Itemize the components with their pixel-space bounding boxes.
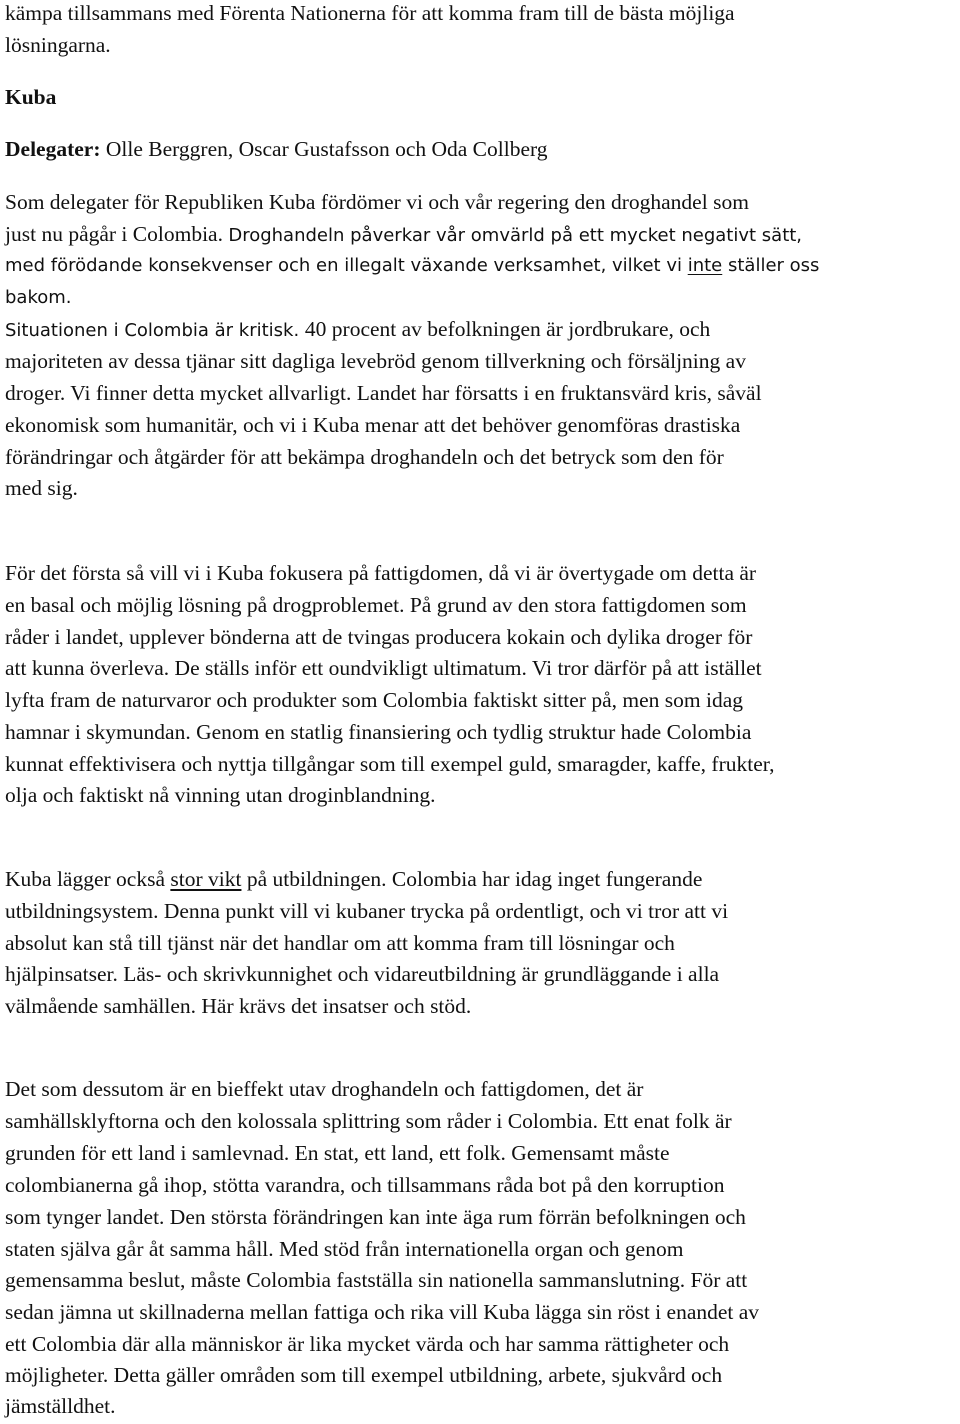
paragraph-4-line: jämställdhet. xyxy=(5,1394,116,1418)
paragraph-3-line: absolut kan stå till tjänst när det handlar om att komma fram till lösningar och xyxy=(5,931,675,955)
paragraph-3-line: hjälpinsatser. Läs- och skrivkunnighet och vidareutbildning är grundläggande i alla xyxy=(5,962,720,986)
paragraph-2-line: en basal och möjlig lösning på drogproblemet. På grund av den stora fattigdomen som xyxy=(5,593,747,617)
delegates-label: Delegater: xyxy=(5,137,101,161)
paragraph-2-line: att kunna överleva. De ställs inför ett oundvikligt ultimatum. Vi tror därför på att istället xyxy=(5,656,762,680)
paragraph-4-line: Det som dessutom är en bieffekt utav droghandeln och fattigdomen, det är xyxy=(5,1077,644,1101)
paragraph-1-line: droger. Vi finner detta mycket allvarligt. Landet har försatts i en fruktansvärd kris, såväl xyxy=(5,381,762,405)
paragraph-2-line: råder i landet, upplever bönderna att de tvingas producera kokain och dylika droger för xyxy=(5,625,753,649)
paragraph-1-line: majoriteten av dessa tjänar sitt dagliga levebröd genom tillverkning och försäljning av xyxy=(5,349,746,373)
paragraph-4-line: gemensamma beslut, måste Colombia fastställa sin nationella sammanslutning. För att xyxy=(5,1268,748,1292)
delegates-line xyxy=(5,133,548,165)
paragraph-4-line: staten själva går åt samma håll. Med stöd från internationella organ och genom xyxy=(5,1237,684,1261)
paragraph-1-line: Som delegater för Republiken Kuba fördömer vi och vår regering den droghandel som xyxy=(5,190,749,214)
paragraph-1-line: just nu pågår i Colombia. Droghandeln påverkar vår omvärld på ett mycket negativt sätt, xyxy=(5,222,803,246)
country-heading: Kuba xyxy=(5,85,57,109)
paragraph-2-line: hamnar i skymundan. Genom en statlig finansiering och tydlig struktur hade Colombia xyxy=(5,720,752,744)
paragraph-3-line: utbildningsystem. Denna punkt vill vi kubaner trycka på ordentligt, och vi tror att vi xyxy=(5,899,729,923)
paragraph-3-line: välmående samhällen. Här krävs det insatser och stöd. xyxy=(5,994,472,1018)
paragraph-4-line: grunden för ett land i samlevnad. En stat, ett land, ett folk. Gemensamt måste xyxy=(5,1141,670,1165)
paragraph-1-line: Situationen i Colombia är kritisk. 40 procent av befolkningen är jordbrukare, och xyxy=(5,317,711,341)
paragraph-2-line: kunnat effektivisera och nyttja tillgångar som till exempel guld, smaragder, kaffe, frukter, xyxy=(5,752,775,776)
paragraph-2-line: För det första så vill vi i Kuba fokusera på fattigdomen, då vi är övertygade om detta är xyxy=(5,561,757,585)
paragraph-4-line: som tynger landet. Den största förändringen kan inte äga rum förrän befolkningen och xyxy=(5,1205,746,1229)
intro-line: kämpa tillsammans med Förenta Nationerna för att komma fram till de bästa möjliga xyxy=(5,1,735,25)
paragraph-1-line: med förödande konsekvenser och en illegalt växande verksamhet, vilket vi inte ställer oss xyxy=(5,255,820,276)
paragraph-4-line: ett Colombia där alla människor är lika mycket värda och har samma rättigheter och xyxy=(5,1332,730,1356)
paragraph-1-line: bakom. xyxy=(5,287,72,308)
paragraph-4-line: colombianerna gå ihop, stötta varandra, och tillsammans råda bot på den korruption xyxy=(5,1173,725,1197)
paragraph-1-line: ekonomisk som humanitär, och vi i Kuba menar att det behöver genomföras drastiska xyxy=(5,413,741,437)
paragraph-1-line: med sig. xyxy=(5,476,78,500)
delegates-names: Olle Berggren, Oscar Gustafsson och Oda Collberg xyxy=(100,137,548,161)
intro-line: lösningarna. xyxy=(5,33,111,57)
underlined-word: inte xyxy=(687,255,723,276)
paragraph-4-line: sedan jämna ut skillnaderna mellan fattiga och rika vill Kuba lägga sin röst i enandet av xyxy=(5,1300,760,1324)
paragraph-4-line: möjligheter. Detta gäller områden som till exempel utbildning, arbete, sjukvård och xyxy=(5,1363,723,1387)
paragraph-3-line: Kuba lägger också stor vikt på utbildningen. Colombia har idag inget fungerande xyxy=(5,867,703,891)
paragraph-2-line: lyfta fram de naturvaror och produkter som Colombia faktiskt sitter på, men som idag xyxy=(5,688,743,712)
paragraph-2-line: olja och faktiskt nå vinning utan droginblandning. xyxy=(5,783,436,807)
paragraph-4-line: samhällsklyftorna och den kolossala splittring som råder i Colombia. Ett enat folk är xyxy=(5,1109,732,1133)
paragraph-1-line: förändringar och åtgärder för att bekämpa droghandeln och det betryck som den för xyxy=(5,445,724,469)
underlined-phrase: stor vikt xyxy=(170,867,242,891)
